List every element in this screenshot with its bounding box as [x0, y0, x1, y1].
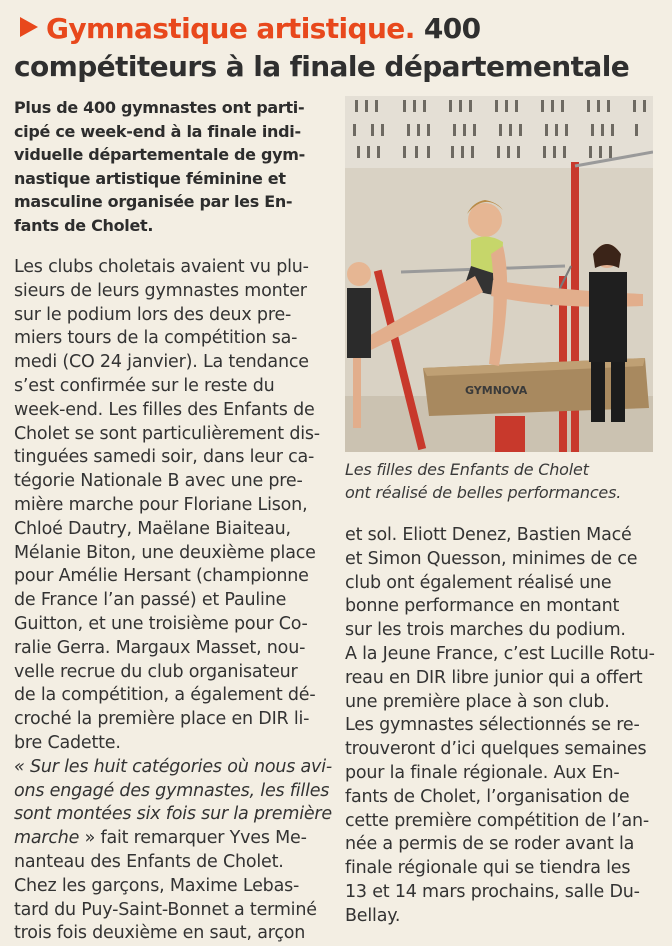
body-line: Cholet se sont particulièrement dis- [14, 423, 320, 444]
article-column-2 [345, 524, 661, 929]
body-line: Les clubs choletais avaient vu plu- [14, 257, 309, 277]
body-line: croché la première place en DIR li- [14, 709, 310, 730]
body-line: sieurs de leurs gymnastes monter [14, 280, 307, 301]
body-line: tégorie Nationale B avec une pre- [14, 471, 303, 492]
lead-line: cipé ce week-end à la finale indi- [14, 121, 301, 141]
body-line: fants de Cholet, l’organisation de [345, 786, 630, 807]
body-line: reau en DIR libre junior qui a offert [345, 667, 643, 688]
body-line: Chloé Dautry, Maëlane Biaiteau, [14, 518, 291, 539]
body-line: pour Amélie Hersant (championne [14, 566, 309, 587]
body-line: Chez les garçons, Maxime Lebas- [14, 875, 300, 896]
body-line: miers tours de la compétition sa- [14, 328, 298, 349]
article-lead [14, 96, 326, 237]
body-line: nanteau des Enfants de Cholet. [14, 851, 284, 872]
body-line: mière marche pour Floriane Lison, [14, 494, 308, 515]
article-column-1 [14, 256, 332, 946]
body-line: week-end. Les filles des Enfants de [14, 399, 315, 420]
body-line: cette première compétition de l’an- [345, 810, 649, 831]
body-line: de la compétition, a également dé- [14, 685, 316, 706]
photo-caption [345, 458, 655, 504]
headline [14, 10, 664, 86]
body-line: née a permis de se roder avant la [345, 834, 635, 855]
lead-line: masculine organisée par les En- [14, 192, 293, 211]
lead-line: nastique artistique féminine et [14, 168, 286, 188]
body-line: bonne performance en montant [345, 596, 620, 617]
lead-line: fants de Cholet. [14, 215, 154, 235]
lead-line: Plus de 400 gymnastes ont parti- [14, 98, 305, 117]
body-line: bre Cadette. [14, 732, 121, 753]
headline-title-part1: 400 [423, 12, 481, 45]
body-line: tinguées samedi soir, dans leur ca- [14, 447, 315, 468]
body-line: 13 et 14 mars prochains, salle Du- [345, 881, 640, 902]
body-line: sur les trois marches du podium. [345, 620, 626, 641]
quote-line: sont montées six fois sur la première [14, 804, 332, 825]
body-line: trois fois deuxième en saut, arçon [14, 923, 306, 944]
beam-brand-label: GYMNOVA [465, 384, 528, 397]
body-line: ralie Gerra. Margaux Masset, nou- [14, 637, 306, 658]
body-line: s’est confirmée sur le reste du [14, 375, 275, 396]
body-line: finale régionale qui se tiendra les [345, 858, 631, 879]
triangle-arrow-icon [20, 17, 38, 37]
body-line: sur le podium lors des deux pre- [14, 304, 292, 325]
body-line: club ont également réalisé une [345, 572, 612, 593]
body-line: pour la finale régionale. Aux En- [345, 762, 620, 783]
gymnastics-photo [345, 96, 653, 452]
quote-line: ons engagé des gymnastes, les filles [14, 780, 330, 801]
body-line: tard du Puy-Saint-Bonnet a terminé [14, 899, 317, 920]
body-line: velle recrue du club organisateur [14, 661, 298, 682]
body-line: une première place à son club. [345, 691, 610, 712]
body-line: medi (CO 24 janvier). La tendance [14, 352, 309, 373]
quote-line: « Sur les huit catégories où nous avi- [14, 756, 332, 777]
headline-title-part2: compétiteurs à la finale départementale [14, 50, 630, 83]
lead-line: viduelle départementale de gym- [14, 145, 305, 164]
body-line: Guitton, et une troisième pour Co- [14, 613, 308, 634]
quote-end-line [14, 827, 328, 851]
body-line: Mélanie Biton, une deuxième place [14, 542, 316, 563]
caption-line: Les filles des Enfants de Cholet [345, 460, 589, 479]
body-line: Bellay. [345, 905, 401, 926]
body-line: de France l’an passé) et Pauline [14, 590, 287, 611]
body-line: A la Jeune France, c’est Lucille Rotu- [345, 643, 655, 664]
body-line: et sol. Eliott Denez, Bastien Macé [345, 525, 632, 545]
quote-end-rest: » fait remarquer Yves Me- [79, 828, 307, 849]
body-line: trouveront d’ici quelques semaines [345, 739, 647, 760]
headline-kicker: Gymnastique artistique. [46, 12, 415, 45]
body-line: et Simon Quesson, minimes de ce [345, 548, 638, 569]
quote-end-italic: marche [14, 828, 80, 849]
body-line: Les gymnastes sélectionnés se re- [345, 715, 640, 736]
caption-line: ont réalisé de belles performances. [345, 483, 622, 502]
